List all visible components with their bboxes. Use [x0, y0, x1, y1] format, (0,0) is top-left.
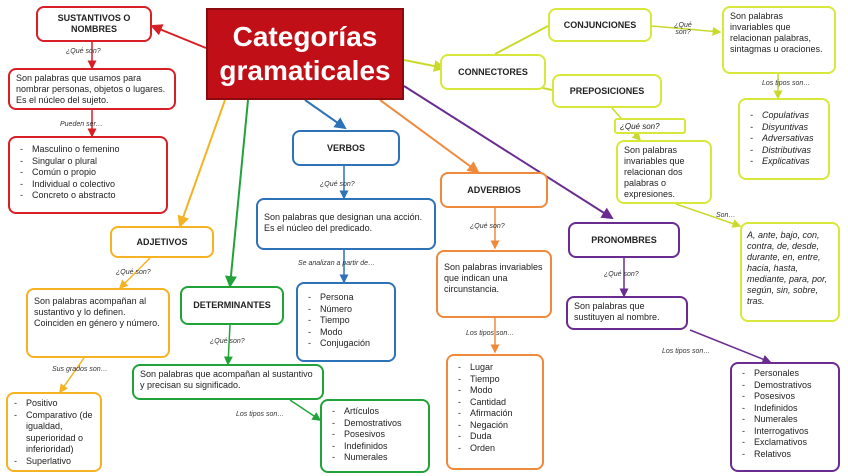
- preposiciones-list: [740, 222, 840, 322]
- conjunciones-definition-text: Son palabras invariables que relacionan palabras, sintagmas u oraciones.: [730, 11, 823, 54]
- list-item: - Tiempo: [470, 374, 536, 386]
- sustantivos-title-box: [36, 6, 152, 42]
- list-item: - Copulativas: [762, 110, 822, 122]
- conjunciones-title: CONJUNCIONES: [563, 19, 637, 30]
- determinantes-title: DETERMINANTES: [193, 300, 271, 310]
- preposiciones-definition: [616, 140, 712, 204]
- adverbios-title: ADVERBIOS: [467, 184, 521, 195]
- list-item: - Singular o plural: [32, 156, 160, 168]
- main-title-text: Categorías gramaticales: [219, 21, 391, 86]
- conjunciones-list: [738, 98, 830, 180]
- pronombres-definition-text: Son palabras que sustituyen al nombre.: [574, 301, 660, 322]
- adverbios-types-label: Los tipos son…: [466, 330, 515, 337]
- adjetivos-definition: [26, 288, 170, 358]
- list-item: - Numerales: [754, 414, 832, 426]
- determinantes-list: [320, 399, 430, 473]
- list-item: - Conjugación: [320, 338, 388, 350]
- list-item: - Masculino o femenino: [32, 144, 160, 156]
- list-item: - Numerales: [344, 452, 422, 464]
- adjetivos-question: ¿Qué son?: [116, 269, 151, 276]
- adjetivos-title-box: [110, 226, 214, 258]
- verbos-list: [296, 282, 396, 362]
- adjetivos-definition-text: Son palabras acompañan al sustantivo y lo definen. Coinciden en género y número.: [34, 296, 160, 328]
- list-item: - Negación: [470, 420, 536, 432]
- main-title: [206, 8, 404, 100]
- preposiciones-question-box: [614, 118, 686, 134]
- pronombres-definition: [566, 296, 688, 330]
- list-item: - Personales: [754, 368, 832, 380]
- pronombres-list: [730, 362, 840, 472]
- list-item: - Número: [320, 304, 388, 316]
- list-item: - Artículos: [344, 406, 422, 418]
- adverbios-list: [446, 354, 544, 470]
- list-item: - Orden: [470, 443, 536, 455]
- adjetivos-list: [6, 392, 102, 472]
- preposiciones-title-box: [552, 74, 662, 108]
- conjunciones-types-label: Los tipos son…: [762, 80, 811, 87]
- conjunciones-title-box: [548, 8, 652, 42]
- adverbios-title-box: [440, 172, 548, 208]
- list-item: - Exclamativos: [754, 437, 832, 449]
- list-item: - Positivo: [26, 398, 96, 410]
- list-item: - Persona: [320, 292, 388, 304]
- list-item: - Superlativo: [26, 456, 96, 468]
- pronombres-title: PRONOMBRES: [591, 234, 657, 245]
- verbos-definition: [256, 198, 436, 250]
- list-item: - Común o propio: [32, 167, 160, 179]
- list-item: - Indefinidos: [754, 403, 832, 415]
- pronombres-types-label: Los tipos son…: [662, 348, 711, 355]
- list-item: - Demostrativos: [344, 418, 422, 430]
- verbos-analysis-label: Se analizan a partir de…: [298, 260, 376, 267]
- list-item: - Modo: [320, 327, 388, 339]
- list-item: - Distributivas: [762, 145, 822, 157]
- adjetivos-grades-label: Sus grados son…: [52, 366, 108, 373]
- adverbios-definition-text: Son palabras invariables que indican una circunstancia.: [444, 262, 543, 294]
- list-item: - Afirmación: [470, 408, 536, 420]
- pronombres-question: ¿Qué son?: [604, 271, 639, 278]
- determinantes-definition-text: Son palabras que acompañan al sustantivo y precisan su significado.: [140, 369, 313, 390]
- conectores-title: CONNECTORES: [458, 66, 528, 77]
- preposiciones-list-text: A, ante, bajo, con, contra, de, desde, durante, en, entre, hacia, hasta, mediante, para, por, según, sin, sobre, tras.: [747, 230, 828, 306]
- list-item: - Demostrativos: [754, 380, 832, 392]
- list-item: - Cantidad: [470, 397, 536, 409]
- adjetivos-title: ADJETIVOS: [136, 236, 188, 247]
- preposiciones-list-label: Son…: [716, 212, 736, 219]
- list-item: - Posesivos: [344, 429, 422, 441]
- list-item: - Adversativas: [762, 133, 822, 145]
- determinantes-definition: [132, 364, 324, 400]
- list-item: - Posesivos: [754, 391, 832, 403]
- conectores-title-box: [440, 54, 546, 90]
- list-item: - Comparativo (de igualdad, superioridad o inferioridad): [26, 410, 96, 456]
- list-item: - Relativos: [754, 449, 832, 461]
- verbos-title-box: [292, 130, 400, 166]
- list-item: - Tiempo: [320, 315, 388, 327]
- preposiciones-title: PREPOSICIONES: [569, 85, 645, 96]
- list-item: - Indefinidos: [344, 441, 422, 453]
- determinantes-types-label: Los tipos son…: [236, 411, 285, 418]
- sustantivos-title: SUSTANTIVOS O NOMBRES: [57, 13, 131, 34]
- adverbios-question: ¿Qué son?: [470, 223, 505, 230]
- adverbios-definition: [436, 250, 552, 318]
- verbos-definition-text: Son palabras que designan una acción. Es el núcleo del predicado.: [264, 212, 423, 233]
- list-item: - Lugar: [470, 362, 536, 374]
- list-item: - Concreto o abstracto: [32, 190, 160, 202]
- list-item: - Interrogativos: [754, 426, 832, 438]
- sustantivos-question: ¿Qué son?: [66, 48, 101, 55]
- sustantivos-list: [8, 136, 168, 214]
- list-item: - Individual o colectivo: [32, 179, 160, 191]
- sustantivos-types-label: Pueden ser…: [60, 121, 103, 128]
- list-item: - Explicativas: [762, 156, 822, 168]
- sustantivos-definition-text: Son palabras que usamos para nombrar personas, objetos o lugares. Es el núcleo del sujeto.: [16, 73, 166, 105]
- conjunciones-question: ¿Qué son?: [674, 22, 692, 36]
- determinantes-question: ¿Qué son?: [210, 338, 245, 345]
- list-item: - Disyuntivas: [762, 122, 822, 134]
- list-item: - Modo: [470, 385, 536, 397]
- preposiciones-question: ¿Qué son?: [620, 122, 660, 131]
- list-item: - Duda: [470, 431, 536, 443]
- conjunciones-definition: [722, 6, 836, 74]
- verbos-question: ¿Qué son?: [320, 181, 355, 188]
- verbos-title: VERBOS: [326, 142, 365, 153]
- determinantes-title-box: [180, 286, 284, 325]
- pronombres-title-box: [568, 222, 680, 258]
- preposiciones-definition-text: Son palabras invariables que relacionan dos palabras o expresiones.: [624, 145, 685, 199]
- sustantivos-definition: [8, 68, 176, 110]
